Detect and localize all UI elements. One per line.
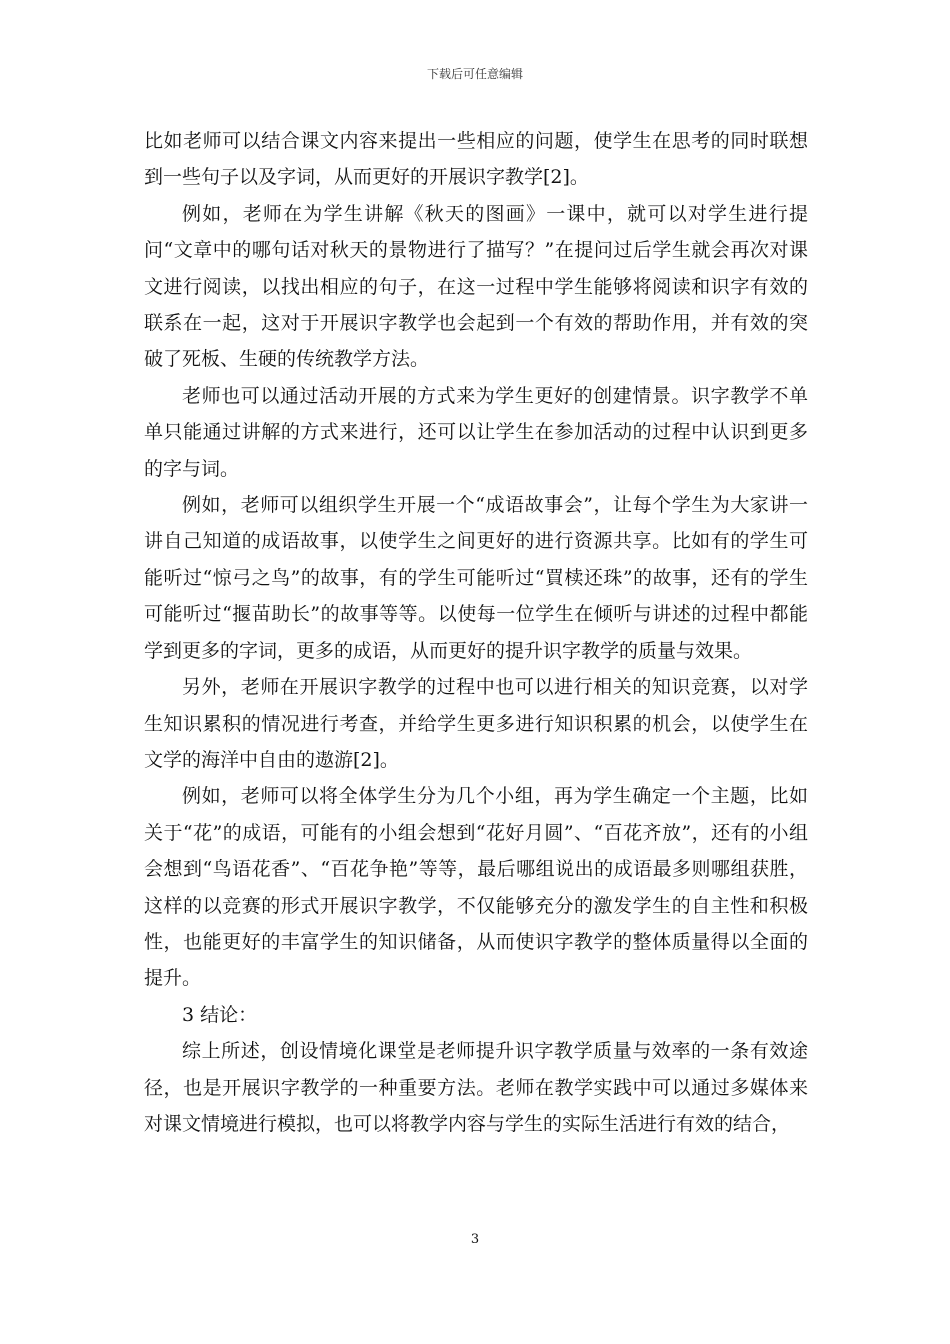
document-body	[144, 123, 808, 1142]
paragraph-conclusion: 综上所述，创设情境化课堂是老师提升识字教学质量与效率的一条有效途径，也是开展识字教学的一种重要方法。老师在教学实践中可以通过多媒体来对课文情境进行模拟，也可以将教学内容与学生的实际生活进行有效的结合，	[144, 1040, 808, 1135]
paragraph-knowledge-contest: 另外，老师在开展识字教学的过程中也可以进行相关的知识竞赛，以对学生知识累积的情况进行考查，并给学生更多进行知识积累的机会，以使学生在文学的海洋中自由的遨游[2]。	[144, 676, 808, 771]
page-number: 3	[470, 1232, 480, 1247]
page-header: 下载后可任意编辑	[426, 67, 523, 81]
paragraph-activities: 老师也可以通过活动开展的方式来为学生更好的创建情景。识字教学不单单只能通过讲解的方式来进行，还可以让学生在参加活动的过程中认识到更多的字与词。	[144, 384, 808, 480]
paragraph-example-autumn: 例如，老师在为学生讲解《秋天的图画》一课中，就可以对学生进行提问“文章中的哪句话对秋天的景物进行了描写？”在提问过后学生就会再次对课文进行阅读，以找出相应的句子，在这一过程中学生能够将阅读和识字有效的联系在一起，这对于开展识字教学也会起到一个有效的帮助作用，并有效的突破了死板、生硬的传统教学方法。	[144, 202, 808, 371]
paragraph-example-idiom-stories: 例如，老师可以组织学生开展一个“成语故事会”，让每个学生为大家讲一讲自己知道的成语故事，以使学生之间更好的进行资源共享。比如有的学生可能听过“惊弓之鸟”的故事，有的学生可能听过“買椟还珠”的故事，还有的学生可能听过“揠苗助长”的故事等等。以使每一位学生在倾听与讲述的过程中都能学到更多的字词，更多的成语，从而更好的提升识字教学的质量与效果。	[144, 494, 808, 662]
paragraph-example-flower-idioms: 例如，老师可以将全体学生分为几个小组，再为学生确定一个主题，比如关于“花”的成语，可能有的小组会想到“花好月圆”、“百花齐放”，还有的小组会想到“鸟语花香”、“百花争艳”等等，最后哪组说出的成语最多则哪组获胜，这样的以竞赛的形式开展识字教学，不仅能够充分的激发学生的自主性和积极性，也能更好的丰富学生的知识储备，从而使识字教学的整体质量得以全面的提升。	[144, 785, 808, 990]
paragraph-continuation: 比如老师可以结合课文内容来提出一些相应的问题，使学生在思考的同时联想到一些句子以及字词，从而更好的开展识字教学[2]。	[144, 130, 808, 189]
section-heading-conclusion: 3 结论：	[182, 1003, 258, 1026]
